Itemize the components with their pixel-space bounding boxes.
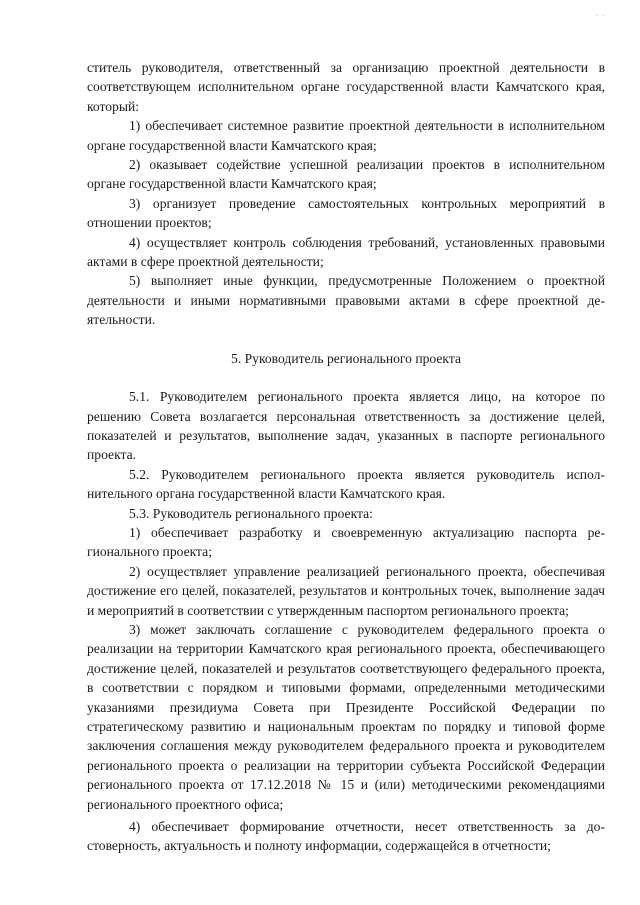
clause-5-3-item-1: 1) обеспечивает разработку и своевременную актуализацию паспорта регионального проекта; [87,524,605,560]
list-item-5: 5) выполняет иные функции, предусмотренные Положением о проектной деятельности и иными нормативными правовыми актами в сфере проектной деятельности. [87,273,605,328]
clause-5-1: 5.1. Руководителем регионального проекта является лицо, на которое по решению Совета возлагается персональная ответственность за достижение целей, показателей и результатов, выполнение задач, указанных в паспорте регионального проекта. [87,389,605,463]
document-body [87,58,605,856]
clause-5-3-item-4: 4) обеспечивает формирование отчетности, несет ответственность за достоверность, актуальность и полноту информации, содержащейся в отчетности; [87,819,605,854]
paragraph-continuation: ститель руководителя, ответственный за организацию проектной деятельности в соответствующем исполнительном органе государственной власти Камчатского края, который: [87,60,605,114]
list-item-1: 1) обеспечивает системное развитие проектной деятельности в исполнительном органе государственной власти Камчатского края; [87,118,605,153]
corner-mark: · · [596,12,606,20]
clause-5-3: 5.3. Руководитель регионального проекта: [129,505,373,521]
clause-5-3-item-3: 3) может заключать соглашение с руководителем федерального проекта о реализации на территории Камчатского края регионального проекта, обеспечивающего достижение целей, показателей и результатов соответствующего федерального проекта, в соответствии с порядком и типовыми формами, определенными методическими указаниями президиума Совета при Президенте Российской Федерации по стратегическому развитию и национальным проектам по порядку и типовой форме заключения соглашения между руководителем федерального проекта и руководителем регионального проекта о реализации на территории субъекта Российской Федерации регионального проекта от 17.12.2018 № 15 и (или) методическими рекомендациями регионального проектного офиса; [87,621,605,812]
list-item-2: 2) оказывает содействие успешной реализации проектов в исполнительном органе государственной власти Камчатского края; [87,157,605,192]
clause-5-3-item-2: 2) осуществляет управление реализацией регионального проекта, обеспечивая достижение его целей, показателей, результатов и контрольных точек, выполнение задач и мероприятий в соответствии с утвержденным паспортом регионального проекта; [87,563,605,618]
list-item-3: 3) организует проведение самостоятельных контрольных мероприятий в отношении проектов; [87,195,605,231]
clause-5-2: 5.2. Руководителем регионального проекта является руководитель исполнительного органа государственной власти Камчатского края. [87,466,605,502]
section-heading: 5. Руководитель регионального проекта [231,350,461,366]
list-item-4: 4) осуществляет контроль соблюдения требований, установленных правовыми актами в сфере проектной деятельности; [87,234,605,270]
